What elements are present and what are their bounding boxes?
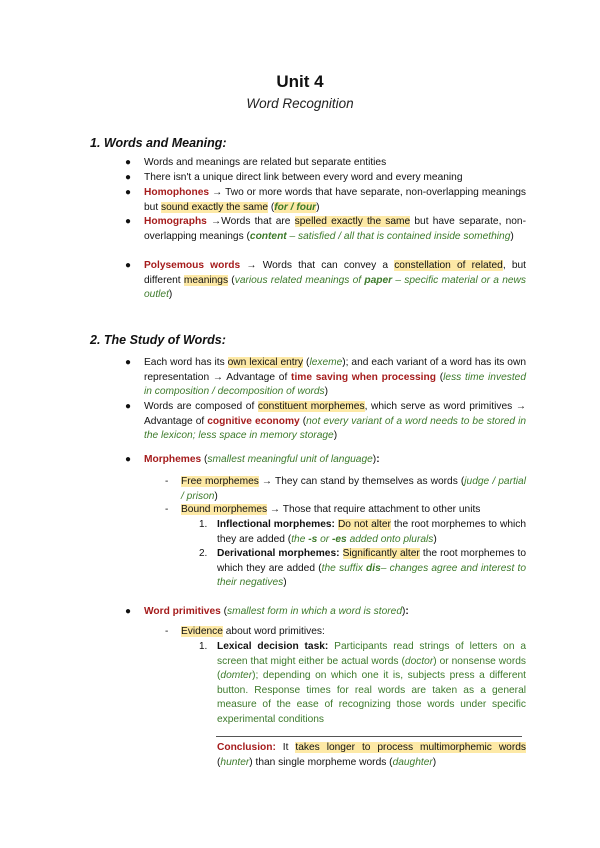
text: ( <box>299 415 307 427</box>
text: ( <box>228 274 235 286</box>
text: ) <box>283 577 287 589</box>
text: ( <box>217 756 221 768</box>
text: It <box>275 742 296 753</box>
text: →Words that are <box>206 216 295 227</box>
free-morphemes-item <box>181 475 526 504</box>
text: ) <box>324 386 329 398</box>
bound-morphemes-item <box>181 503 526 518</box>
text: ); and each variant of a word has its own representation → Advantage of <box>144 357 526 383</box>
gloss: ) or nonsense words ( <box>217 655 526 682</box>
gloss-bold: dis <box>366 562 381 574</box>
gloss: – satisfied / all that is contained inside something <box>286 230 511 242</box>
dash-marker: - <box>165 626 169 637</box>
text: → Two or more words that have separate, non-overlapping meanings but <box>144 187 526 213</box>
text: ) <box>333 430 338 442</box>
gloss: the suffix <box>321 562 367 574</box>
highlight: Significantly alter <box>342 548 420 559</box>
section-2-heading: 2. The Study of Words: <box>90 333 226 347</box>
s1-bullet-homographs <box>144 215 526 244</box>
term: Derivational morphemes: <box>217 548 340 559</box>
text: → Words that can convey a <box>240 260 395 271</box>
s1-bullet-1: Words and meanings are related but separate entities <box>144 157 387 168</box>
list-number: 1. <box>199 641 208 652</box>
text: but have separate, non-overlapping meanings ( <box>144 216 526 242</box>
bullet-icon: ● <box>125 357 132 368</box>
term: Lexical decision task: <box>217 641 329 652</box>
bullet-icon: ● <box>125 157 132 168</box>
gloss-bold: -es <box>332 533 347 545</box>
text: ( <box>435 371 444 383</box>
gloss: lexeme <box>309 357 343 368</box>
colon: : <box>376 454 380 465</box>
gloss: – specific material or a news outlet <box>144 274 526 301</box>
gloss: judge / partial / prison <box>181 476 526 502</box>
highlight: constituent morphemes <box>257 401 365 412</box>
text: ) <box>168 289 173 301</box>
advantage: time saving when processing <box>291 371 436 383</box>
text: the root morphemes to which they are added ( <box>217 519 527 545</box>
bullet-icon: ● <box>125 216 132 227</box>
colon: : <box>405 606 409 617</box>
gloss-italic: doctor <box>404 655 434 667</box>
gloss: various related meanings of <box>234 274 365 286</box>
s2-bullet-constituent <box>144 400 526 444</box>
text: Words are composed of <box>144 401 258 412</box>
gloss: not every variant of a word needs to be stored in the lexicon; less space in memory storage <box>144 415 527 442</box>
example: paper <box>364 274 393 286</box>
text: → They can stand by themselves as words ( <box>258 476 465 487</box>
highlight: Free morphemes <box>181 476 259 487</box>
unit-subtitle: Word Recognition <box>246 96 354 111</box>
s2-bullet-word-primitives <box>144 605 526 620</box>
text: ) <box>372 454 377 465</box>
text: , but different <box>144 260 526 286</box>
text: ) <box>214 490 218 502</box>
text: the root morphemes to which they are added ( <box>217 548 527 574</box>
highlight: Evidence <box>181 626 223 637</box>
text: ( <box>268 201 275 213</box>
inflectional-item <box>217 518 526 547</box>
list-number: 2. <box>199 548 208 559</box>
dash-marker: - <box>165 504 169 515</box>
bullet-icon: ● <box>125 260 132 271</box>
term: Morphemes <box>144 454 202 465</box>
gloss: – changes agree and interest to their negatives <box>217 562 527 589</box>
term: Inflectional morphemes: <box>217 519 335 530</box>
bullet-icon: ● <box>125 454 132 465</box>
gloss-italic: domter <box>220 670 253 682</box>
term: Polysemous words <box>144 260 241 271</box>
gloss: less time invested in composition / decomposition of words <box>144 371 526 398</box>
text: Each word has its <box>144 357 228 368</box>
term: Homophones <box>144 187 210 198</box>
s1-bullet-homophones <box>144 186 526 215</box>
divider <box>216 736 522 737</box>
bullet-icon: ● <box>125 187 132 198</box>
text: ) <box>402 606 406 617</box>
highlight: takes longer to process multimorphemic words <box>295 742 526 753</box>
text: ) <box>510 230 514 242</box>
highlight: spelled exactly the same <box>294 216 411 227</box>
bullet-icon: ● <box>125 606 132 617</box>
gloss: or <box>317 533 332 545</box>
s2-bullet-lexical-entry <box>144 356 526 400</box>
gloss: hunter <box>220 756 250 768</box>
text: ) <box>316 201 320 213</box>
conclusion-item <box>217 741 526 770</box>
text: ( <box>220 606 228 617</box>
gloss-bold: -s <box>308 533 318 545</box>
text: ) <box>432 756 437 768</box>
term: Word primitives <box>144 606 221 617</box>
gloss: the <box>291 533 309 545</box>
gloss: added onto plurals <box>346 533 434 545</box>
unit-title: Unit 4 <box>276 72 324 91</box>
highlight: constellation of related <box>394 260 503 271</box>
highlight: own lexical entry <box>227 357 304 368</box>
s2-bullet-morphemes <box>144 453 526 468</box>
text: about word primitives: <box>222 626 325 637</box>
gloss: Participants read strings of letters on a screen that might either be actual words ( <box>217 641 526 667</box>
bullet-icon: ● <box>125 401 132 412</box>
bullet-icon: ● <box>125 172 132 183</box>
text: ) than single morpheme words ( <box>249 756 393 768</box>
list-number: 1. <box>199 519 208 530</box>
evidence-item <box>181 625 526 640</box>
gloss: daughter <box>392 756 433 768</box>
highlight: Do not alter <box>337 519 391 530</box>
gloss: smallest meaningful unit of language <box>207 454 373 465</box>
text: ( <box>201 454 208 465</box>
term: Homographs <box>144 216 207 227</box>
lexical-decision-item <box>217 640 526 728</box>
gloss: smallest form in which a word is stored <box>227 606 402 617</box>
example: for / four <box>274 201 317 213</box>
highlight: sound exactly the same <box>161 201 269 213</box>
dash-marker: - <box>165 476 169 487</box>
text: ) <box>433 533 437 545</box>
highlight: meanings <box>183 274 229 286</box>
example: content <box>249 230 287 242</box>
text: → Those that require attachment to other units <box>267 504 481 515</box>
text: ( <box>303 357 310 368</box>
section-1-heading: 1. Words and Meaning: <box>90 136 227 150</box>
advantage: cognitive economy <box>207 415 300 427</box>
gloss: ); depending on which one it is, subjects press a different button. Response times for real words are taken as a general measure of the ease of recognizing those words under specific experimental conditions <box>217 670 526 725</box>
text: , which serve as word primitives → Advantage of <box>144 401 527 427</box>
derivational-item <box>217 547 526 591</box>
conclusion-label: Conclusion: <box>217 742 276 753</box>
s1-bullet-2: There isn't a unique direct link between every word and every meaning <box>144 172 463 183</box>
highlight: Bound morphemes <box>181 504 268 515</box>
s1-bullet-polysemous <box>144 259 526 303</box>
